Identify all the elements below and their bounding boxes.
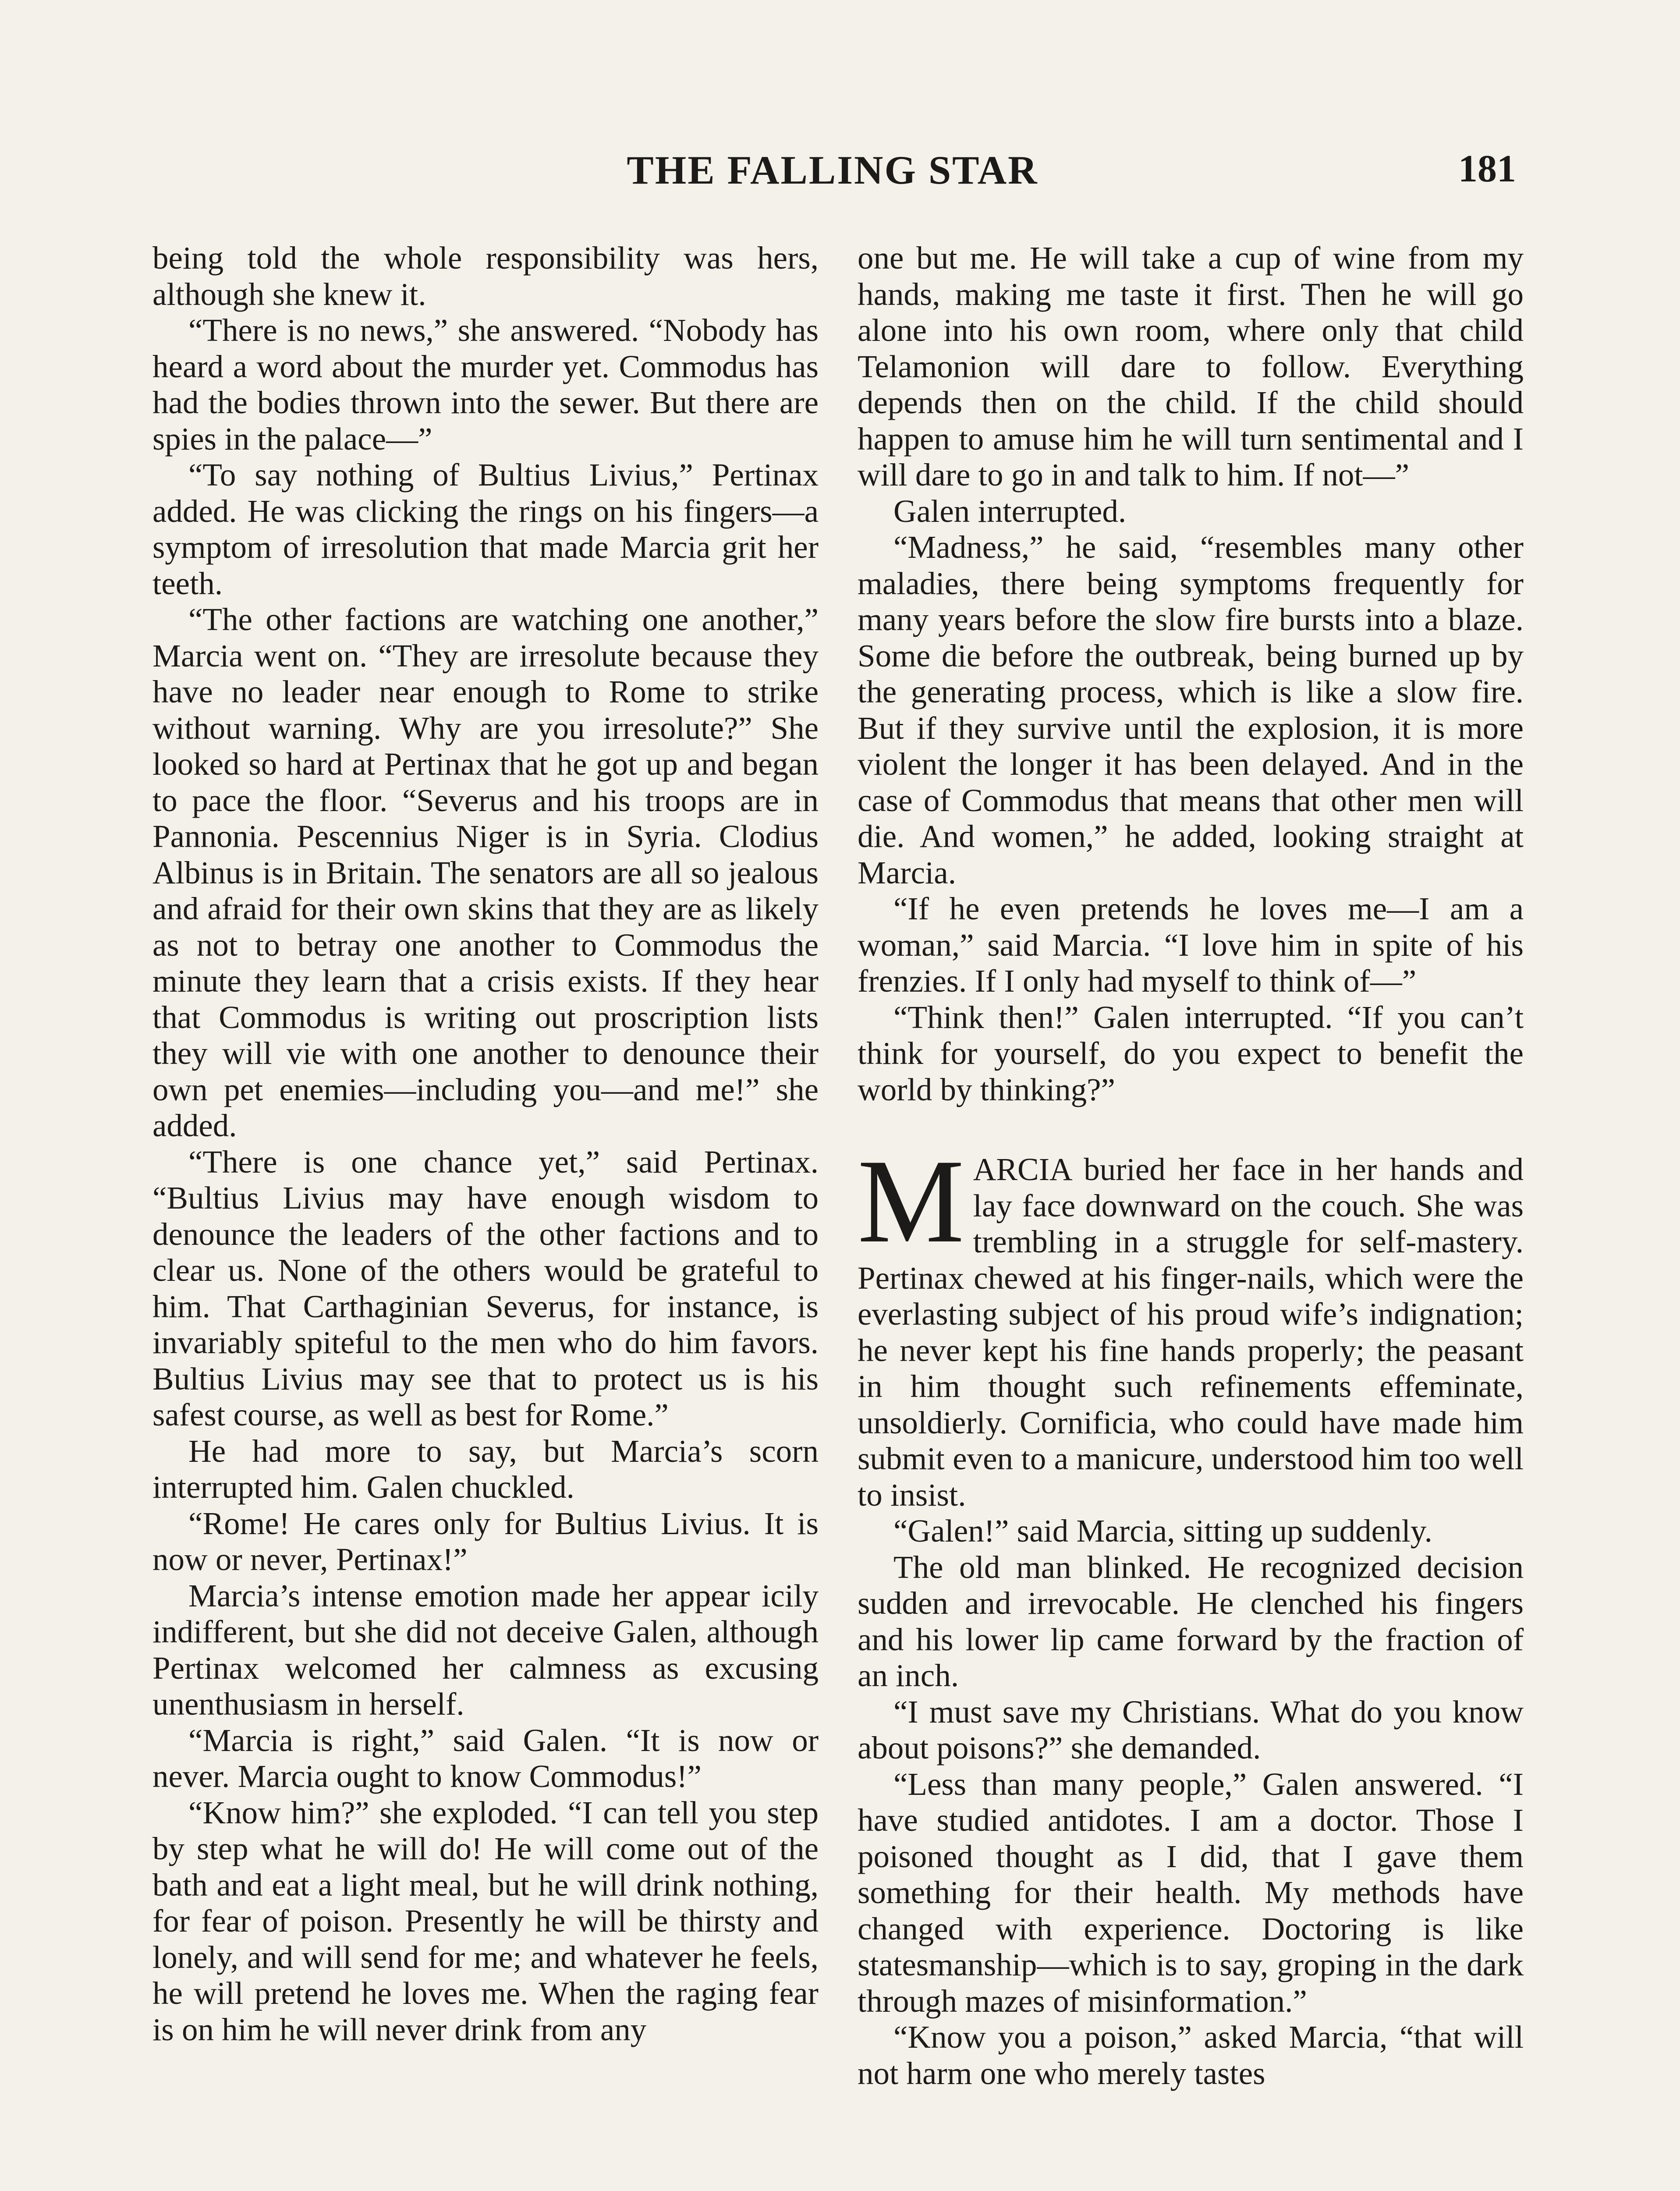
paragraph: “Madness,” he said, “resembles many other maladies, there being symptoms frequently for many years before the slow fire bursts into a blaze. Some die before the outbreak, being burned up by the generating process, which is like a slow fire. But if they survive until the explosion, it is more violent the longer it has been delayed. And in the case of Commodus that means that other men will die. And women,” he added, looking straight at Marcia.: [858, 529, 1524, 890]
paragraph: Marcia’s intense emotion made her appear icily indifferent, but she did not deceive Galen, although Pertinax welcomed her calmness as excusing unenthusiasm in herself.: [152, 1578, 819, 1722]
opening-text: ARCIA buried her face in her hands and lay face downward on the couch. She was trembling in a struggle for self-mastery. Pertinax chewed at his finger-nails, which were the everlasting subject of his proud wife’s indignation; he never kept his fine hands properly; the peasant in him thought such refinements effeminate, unsoldierly. Cornificia, who could have made him submit even to a manicure, understood him too well to insist.: [858, 1152, 1524, 1513]
paragraph: “Galen!” said Marcia, sitting up suddenly.: [893, 1513, 1432, 1549]
paragraph: He had more to say, but Marcia’s scorn interrupted him. Galen chuckled.: [152, 1433, 819, 1505]
page-header: [149, 147, 1516, 199]
paragraph: Galen interrupted.: [893, 493, 1127, 529]
paragraph: “Think then!” Galen interrupted. “If you can’t think for yourself, do you expect to benefit the world by thinking?”: [858, 999, 1524, 1107]
running-title: THE FALLING STAR: [627, 148, 1038, 192]
paragraph: “If he even pretends he loves me—I am a woman,” said Marcia. “I love him in spite of his frenzies. If I only had myself to think of—”: [858, 891, 1524, 999]
paragraph: “To say nothing of Bultius Livius,” Pertinax added. He was clicking the rings on his fingers—a symptom of irresolution that made Marcia grit her teeth.: [152, 457, 819, 601]
paragraph: “There is one chance yet,” said Pertinax. “Bultius Livius may have enough wisdom to denounce the leaders of the other factions and to clear us. None of the others would be grateful to him. That Carthaginian Severus, for instance, is invariably spiteful to the men who do him favors. Bultius Livius may see that to protect us is his safest course, as well as best for Rome.”: [152, 1144, 819, 1432]
left-column: [152, 240, 819, 2048]
drop-cap: M: [858, 1135, 964, 1268]
paragraph: “There is no news,” she answered. “Nobody has heard a word about the murder yet. Commodus has had the bodies thrown into the sewer. But there are spies in the palace—”: [152, 312, 819, 457]
paragraph: The old man blinked. He recognized decision sudden and irrevocable. He clenched his fingers and his lower lip came forward by the fraction of an inch.: [858, 1549, 1524, 1693]
paragraph: “I must save my Christians. What do you know about poisons?” she demanded.: [858, 1694, 1524, 1766]
paragraph: one but me. He will take a cup of wine from my hands, making me taste it first. Then he will go alone into his own room, where only that child Telamonion will dare to follow. Everything depends then on the child. If the child should happen to amuse him he will turn sentimental and I will dare to go in and talk to him. If not—”: [858, 240, 1524, 493]
paragraph: being told the whole responsibility was hers, although she knew it.: [152, 240, 819, 312]
paragraph: “Less than many people,” Galen answered. “I have studied antidotes. I am a doctor. Those I poisoned thought as I did, that I gave them something for their health. My methods have changed with experience. Doctoring is like statesmanship—which is to say, groping in the dark through mazes of misinformation.”: [858, 1766, 1524, 2019]
right-column: [858, 240, 1524, 2092]
paragraph: “The other factions are watching one another,” Marcia went on. “They are irresolute because they have no leader near enough to Rome to strike without warning. Why are you irresolute?” She looked so hard at Pertinax that he got up and began to pace the floor. “Severus and his troops are in Pannonia. Pescennius Niger is in Syria. Clodius Albinus is in Britain. The senators are all so jealous and afraid for their own skins that they are as likely as not to betray one another to Commodus the minute they learn that a crisis exists. If they hear that Commodus is writing out proscription lists they will vie with one another to denounce their own pet enemies—including you—and me!” she added.: [152, 602, 819, 1143]
section-opening-paragraph: [858, 1135, 1524, 1513]
paragraph: “Know him?” she exploded. “I can tell you step by step what he will do! He will come out of the bath and eat a light meal, but he will drink nothing, for fear of poison. Presently he will be thirsty and lonely, and will send for me; and whatever he feels, he will pretend he loves me. When the raging fear is on him he will never drink from any: [152, 1794, 819, 2047]
paragraph: “Rome! He cares only for Bultius Livius. It is now or never, Pertinax!”: [152, 1505, 819, 1577]
paragraph: “Marcia is right,” said Galen. “It is now or never. Marcia ought to know Commodus!”: [152, 1722, 819, 1794]
page-number: 181: [1458, 148, 1516, 190]
paragraph: “Know you a poison,” asked Marcia, “that will not harm one who merely tastes: [858, 2019, 1524, 2091]
